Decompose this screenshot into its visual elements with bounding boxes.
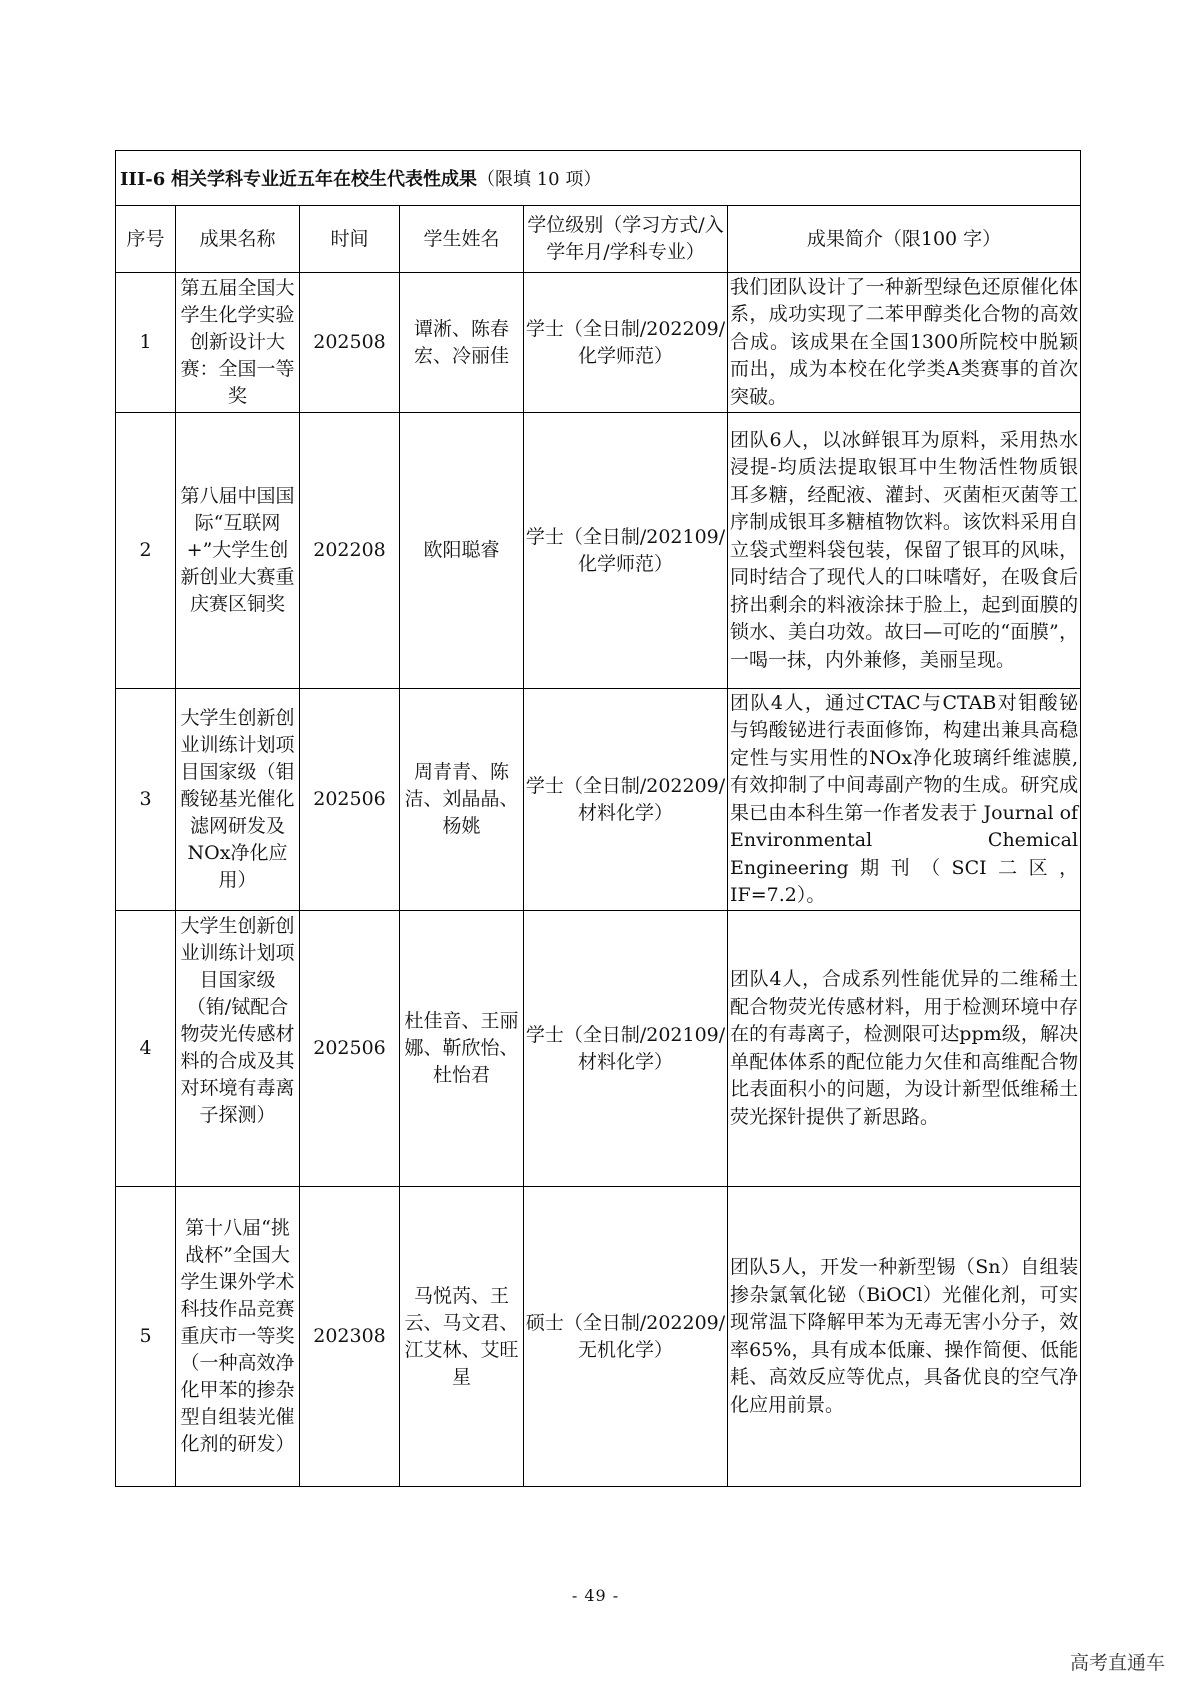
- header-degree: 学位级别（学习方式/入学年月/学科专业）: [524, 206, 728, 273]
- row-time: 202208: [300, 413, 400, 689]
- watermark: 高考直通车: [1069, 1652, 1165, 1674]
- row-achievement-name: 第十八届“挑战杯”全国大学生课外学术科技作品竞赛重庆市一等奖（一种高效净化甲苯的掺杂型自组装光催化剂的研发）: [176, 1187, 300, 1487]
- row-degree: 学士（全日制/202109/材料化学）: [524, 911, 728, 1187]
- section-title-row: [116, 151, 1081, 206]
- row-summary: 团队4人，通过CTAC与CTAB对钼酸铋与钨酸铋进行表面修饰，构建出兼具高稳定性与实用性的NOx净化玻璃纤维滤膜,有效抑制了中间毒副产物的生成。研究成果已由本科生第一作者发表于 Journal of Environmental Chemical Engineering期刊（SCI二区，IF=7.2）。: [728, 689, 1081, 911]
- row-students: 周青青、陈洁、刘晶晶、杨姚: [400, 689, 524, 911]
- row-degree: 学士（全日制/202209/化学师范）: [524, 273, 728, 413]
- header-students: 学生姓名: [400, 206, 524, 273]
- row-time: 202508: [300, 273, 400, 413]
- row-time: 202506: [300, 689, 400, 911]
- header-time: 时间: [300, 206, 400, 273]
- row-no: 5: [116, 1187, 176, 1487]
- table-row: [116, 1187, 1081, 1487]
- row-no: 3: [116, 689, 176, 911]
- row-achievement-name: 大学生创新创业训练计划项目国家级（铕/铽配合物荧光传感材料的合成及其对环境有毒离子探测）: [176, 911, 300, 1187]
- section-title-text: 相关学科专业近五年在校生代表性成果: [171, 169, 477, 190]
- row-students: 欧阳聪睿: [400, 413, 524, 689]
- section-note: （限填 10 项）: [477, 169, 602, 190]
- header-name: 成果名称: [176, 206, 300, 273]
- table-row: [116, 689, 1081, 911]
- header-no: 序号: [116, 206, 176, 273]
- table-row: [116, 911, 1081, 1187]
- table-row: [116, 413, 1081, 689]
- row-no: 4: [116, 911, 176, 1187]
- section-code: III-6: [120, 169, 166, 190]
- row-summary: 团队6人，以冰鲜银耳为原料，采用热水浸提-均质法提取银耳中生物活性物质银耳多糖，经配液、灌封、灭菌柜灭菌等工序制成银耳多糖植物饮料。该饮料采用自立袋式塑料袋包装，保留了银耳的风味，同时结合了现代人的口味嗜好，在吸食后挤出剩余的料液涂抹于脸上，起到面膜的锁水、美白功效。故曰—可吃的“面膜”，一喝一抹，内外兼修，美丽呈现。: [728, 413, 1081, 689]
- row-achievement-name: 第五届全国大学生化学实验创新设计大赛：全国一等奖: [176, 273, 300, 413]
- row-achievement-name: 第八届中国国际“互联网+”大学生创新创业大赛重庆赛区铜奖: [176, 413, 300, 689]
- achievements-table: [115, 150, 1081, 1487]
- row-time: 202506: [300, 911, 400, 1187]
- row-summary: 我们团队设计了一种新型绿色还原催化体系，成功实现了二苯甲醇类化合物的高效合成。该成果在全国1300所院校中脱颖而出，成为本校在化学类A类赛事的首次突破。: [728, 273, 1081, 413]
- row-students: 杜佳音、王丽娜、靳欣怡、杜怡君: [400, 911, 524, 1187]
- table-row: [116, 273, 1081, 413]
- row-degree: 学士（全日制/202109/化学师范）: [524, 413, 728, 689]
- row-no: 1: [116, 273, 176, 413]
- row-students: 谭淅、陈春宏、冷丽佳: [400, 273, 524, 413]
- header-row: [116, 206, 1081, 273]
- row-summary: 团队4人，合成系列性能优异的二维稀土配合物荧光传感材料，用于检测环境中存在的有毒离子，检测限可达ppm级，解决单配体体系的配位能力欠佳和高维配合物比表面积小的问题，为设计新型低维稀土荧光探针提供了新思路。: [728, 911, 1081, 1187]
- header-summary: 成果简介（限100 字）: [728, 206, 1081, 273]
- row-no: 2: [116, 413, 176, 689]
- section-title: [116, 151, 1081, 206]
- row-time: 202308: [300, 1187, 400, 1487]
- row-summary: 团队5人，开发一种新型锡（Sn）自组装掺杂氯氧化铋（BiOCl）光催化剂，可实现常温下降解甲苯为无毒无害小分子，效率65%，具有成本低廉、操作简便、低能耗、高效反应等优点，具备优良的空气净化应用前景。: [728, 1187, 1081, 1487]
- row-degree: 学士（全日制/202209/材料化学）: [524, 689, 728, 911]
- row-degree: 硕士（全日制/202209/无机化学）: [524, 1187, 728, 1487]
- row-achievement-name: 大学生创新创业训练计划项目国家级（钼酸铋基光催化滤网研发及NOx净化应用）: [176, 689, 300, 911]
- row-students: 马悦芮、王云、马文君、江艾林、艾旺星: [400, 1187, 524, 1487]
- achievements-table-container: [115, 150, 1080, 1487]
- page-number: - 49 -: [571, 1586, 620, 1605]
